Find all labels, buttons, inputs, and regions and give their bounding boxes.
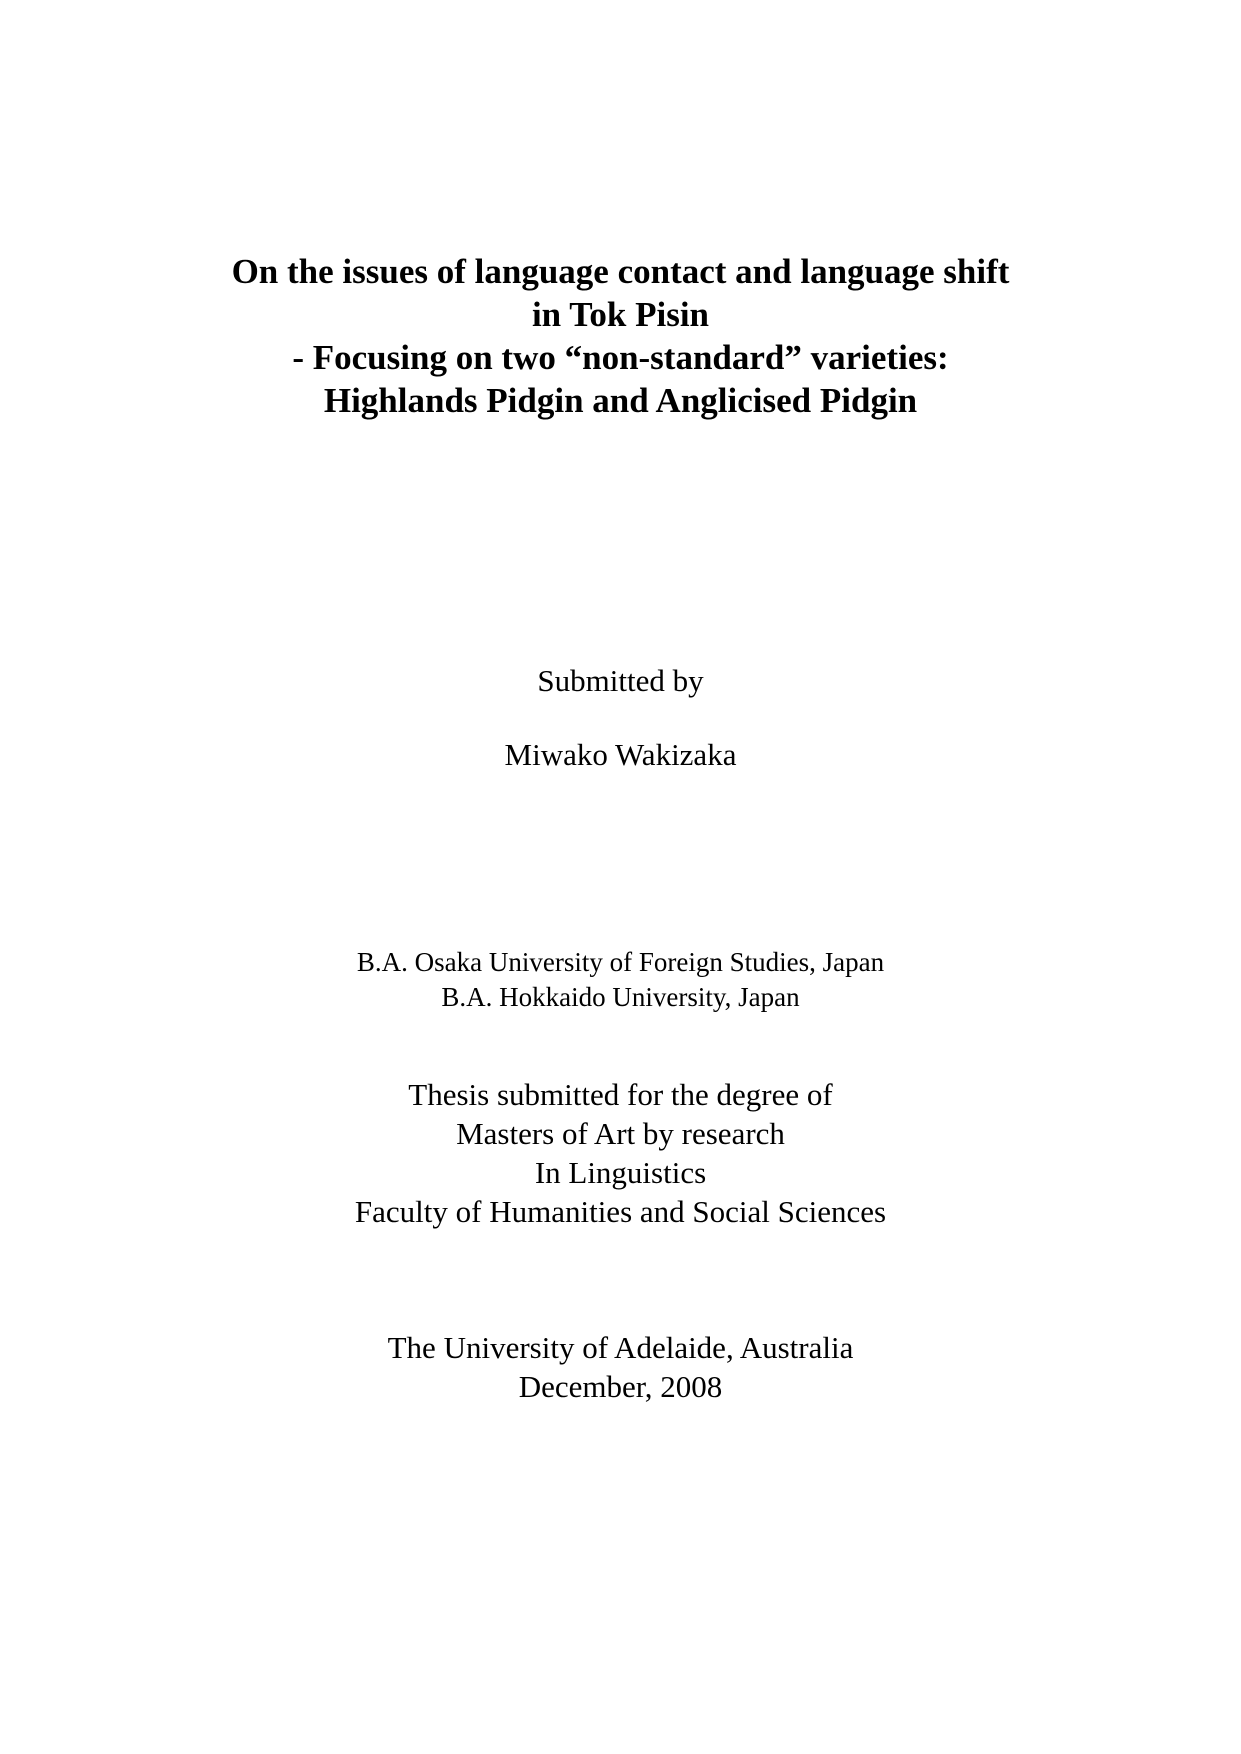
thesis-statement-line: Faculty of Humanities and Social Sciences — [354, 1194, 887, 1229]
prior-degrees — [0, 945, 1241, 1015]
institution-name: The University of Adelaide, Australia — [387, 1330, 854, 1365]
submitted-by-label: Submitted by — [537, 663, 704, 698]
institution-block — [0, 1328, 1241, 1406]
submission-date: December, 2008 — [518, 1369, 723, 1404]
thesis-statement — [0, 1075, 1241, 1231]
thesis-statement-line: Thesis submitted for the degree of — [408, 1077, 833, 1112]
author-name: Miwako Wakizaka — [504, 737, 737, 772]
title-line: Highlands Pidgin and Anglicised Pidgin — [323, 381, 918, 420]
title-line: in Tok Pisin — [531, 295, 710, 334]
degree-line: B.A. Osaka University of Foreign Studies, Japan — [356, 947, 885, 977]
title-line: - Focusing on two “non-standard” varieties: — [292, 338, 949, 377]
thesis-statement-line: Masters of Art by research — [456, 1116, 785, 1151]
title-line: On the issues of language contact and language shift — [231, 252, 1010, 291]
degree-line: B.A. Hokkaido University, Japan — [441, 982, 800, 1012]
thesis-statement-line: In Linguistics — [534, 1155, 707, 1190]
thesis-title — [0, 250, 1241, 422]
